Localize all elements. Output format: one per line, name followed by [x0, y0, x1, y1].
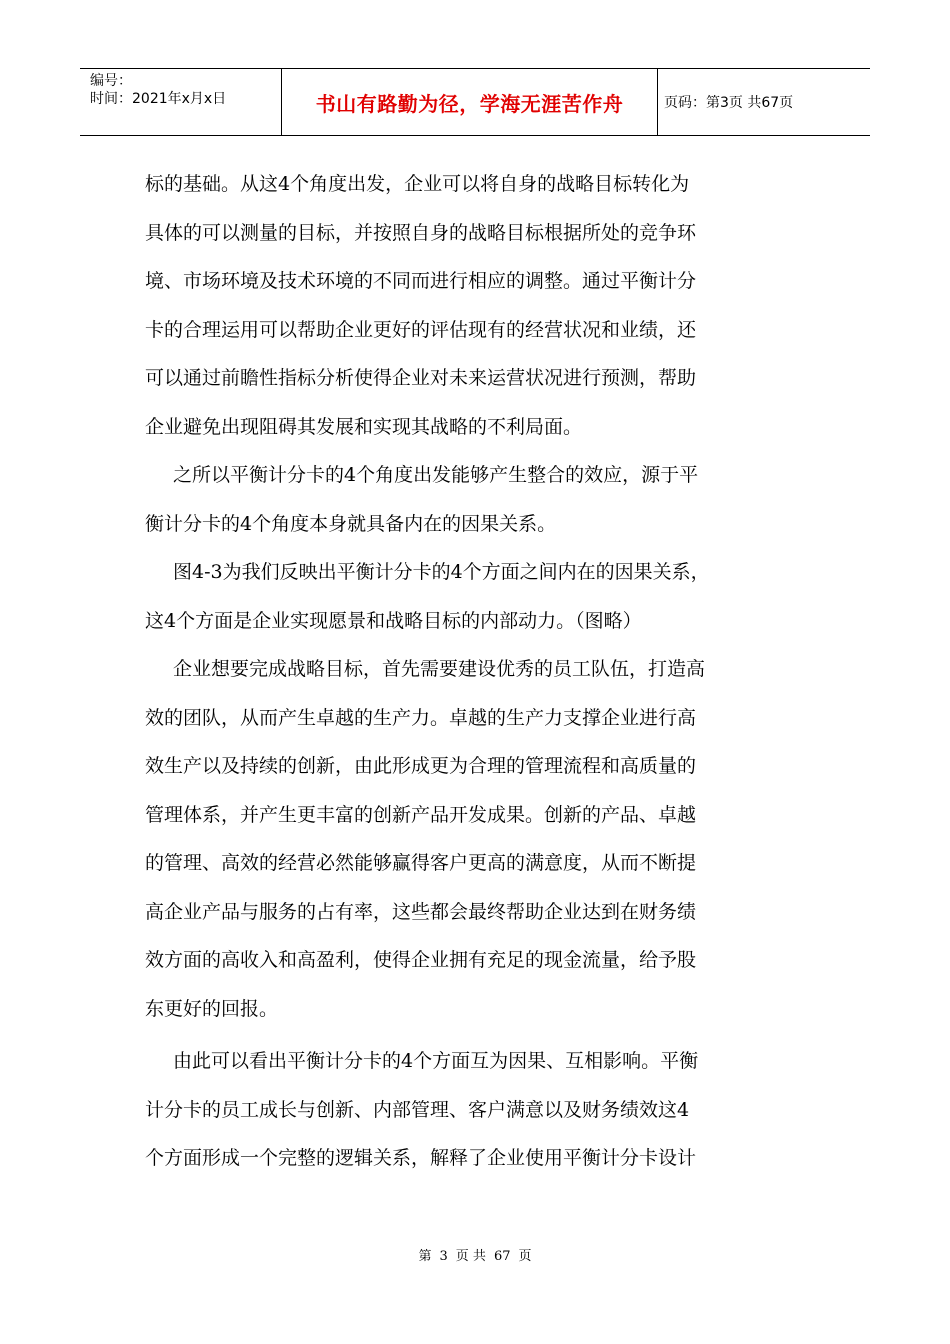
paragraph-line: 企业想要完成战略目标，首先需要建设优秀的员工队伍，打造高	[173, 658, 706, 680]
page-header	[80, 68, 870, 136]
footer-page-number: 3	[439, 1249, 448, 1264]
header-motto: 书山有路勤为径，学海无涯苦作舟	[315, 91, 624, 116]
paragraph-line: 衡计分卡的4个角度本身就具备内在的因果关系。	[145, 512, 557, 535]
paragraph-line: 标的基础。从这4个角度出发，企业可以将自身的战略目标转化为	[145, 173, 690, 195]
paragraph-line: 效的团队，从而产生卓越的生产力。卓越的生产力支撑企业进行高	[145, 706, 697, 729]
paragraph-line: 由此可以看出平衡计分卡的4个方面互为因果、互相影响。平衡	[173, 1050, 699, 1072]
paragraph-line: 效生产以及持续的创新，由此形成更为合理的管理流程和高质量的	[145, 755, 697, 777]
paragraph-line: 的管理、高效的经营必然能够赢得客户更高的满意度，从而不断提	[145, 852, 697, 874]
paragraph-line: 东更好的回报。	[145, 997, 279, 1020]
paragraph-line: 可以通过前瞻性指标分析使得企业对未来运营状况进行预测，帮助	[145, 367, 697, 389]
paragraph-3	[145, 548, 815, 645]
paragraph-line: 境、市场环境及技术环境的不同而进行相应的调整。通过平衡计分	[145, 270, 697, 292]
paragraph-1	[145, 160, 815, 451]
header-page-info: 页码：第3页 共67页	[664, 95, 794, 111]
footer-mid: 页 共	[455, 1249, 486, 1264]
paragraph-5	[145, 1037, 815, 1183]
paragraph-line: 计分卡的员工成长与创新、内部管理、客户满意以及财务绩效这4	[145, 1098, 690, 1121]
paragraph-line: 之所以平衡计分卡的4个角度出发能够产生整合的效应，源于平	[173, 464, 699, 486]
page-footer	[0, 1245, 950, 1264]
paragraph-4	[145, 645, 815, 1033]
paragraph-line: 具体的可以测量的目标，并按照自身的战略目标根据所处的竞争环	[145, 221, 697, 244]
paragraph-line: 效方面的高收入和高盈利，使得企业拥有充足的现金流量，给予股	[145, 949, 697, 971]
document-date-label: 时间：2021年x月x日	[90, 91, 227, 107]
paragraph-line: 个方面形成一个完整的逻辑关系，解释了企业使用平衡计分卡设计	[145, 1147, 697, 1169]
document-number-label: 编号：	[90, 73, 132, 89]
header-page-info-cell	[658, 69, 870, 135]
paragraph-line: 卡的合理运用可以帮助企业更好的评估现有的经营状况和业绩，还	[145, 318, 697, 341]
paragraph-line: 图4-3为我们反映出平衡计分卡的4个方面之间内在的因果关系，	[173, 561, 710, 583]
paragraph-line: 这4个方面是企业实现愿景和战略目标的内部动力。（图略）	[145, 609, 642, 632]
footer-prefix: 第	[418, 1249, 432, 1264]
paragraph-line: 管理体系，并产生更丰富的创新产品开发成果。创新的产品、卓越	[145, 803, 697, 826]
paragraph-line: 高企业产品与服务的占有率，这些都会最终帮助企业达到在财务绩	[145, 900, 697, 923]
document-body	[145, 160, 815, 1183]
paragraph-line: 企业避免出现阻碍其发展和实现其战略的不利局面。	[145, 415, 583, 438]
footer-total-pages: 67	[493, 1249, 511, 1264]
paragraph-2	[145, 451, 815, 548]
header-meta	[80, 69, 282, 135]
footer-suffix: 页	[518, 1249, 532, 1264]
header-motto-cell	[282, 69, 658, 135]
